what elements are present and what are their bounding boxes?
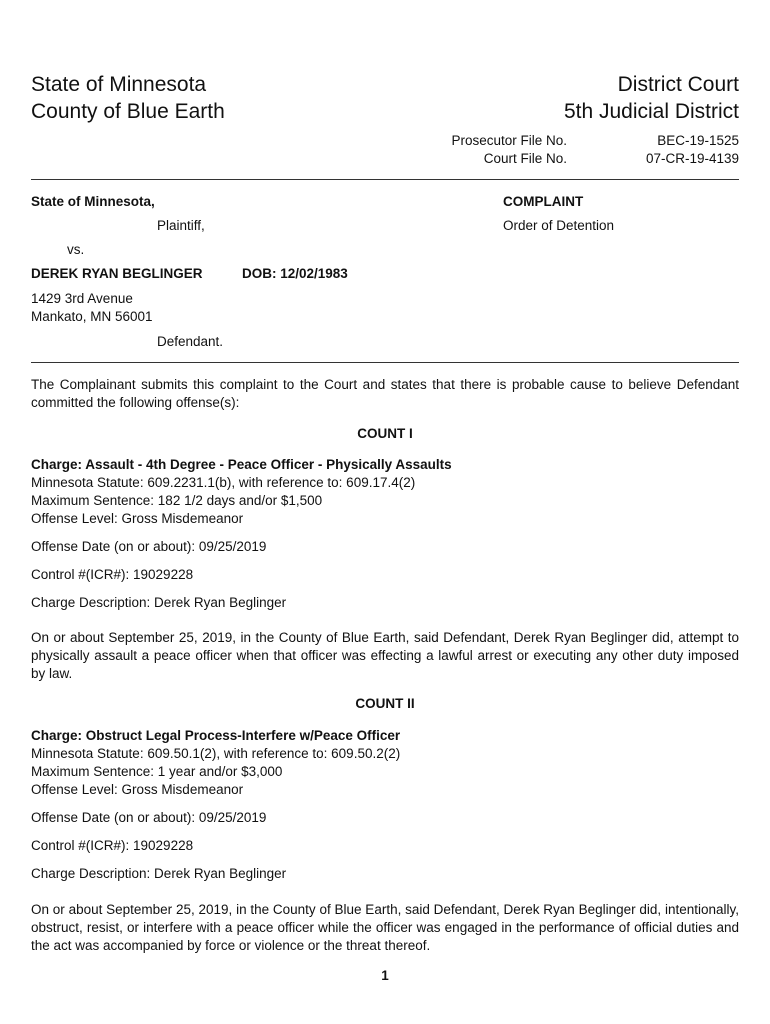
file-values [646, 132, 739, 168]
prosecutor-file-label: Prosecutor File No. [451, 133, 567, 148]
offense-level: Offense Level: Gross Misdemeanor [31, 511, 244, 526]
count-narrative: On or about September 25, 2019, in the County of Blue Earth, said Defendant, Derek Ryan Beglinger did, intentionally, obstruct, resist, or interfere with a peace officer while the officer was engaged in the performance of official duties and the act was accompanied by force or violence or the threat thereof. [31, 902, 739, 953]
defendant-name: DEREK RYAN BEGLINGER [31, 266, 203, 281]
plaintiff-role: Plaintiff, [157, 218, 205, 233]
statute: Minnesota Statute: 609.50.1(2), with reference to: 609.50.2(2) [31, 746, 401, 761]
court-name: District Court [617, 73, 739, 96]
defendant-dob: DOB: 12/02/1983 [242, 266, 348, 281]
count-details [31, 456, 452, 528]
count-narrative: On or about September 25, 2019, in the County of Blue Earth, said Defendant, Derek Ryan Beglinger did, attempt to physically assault a peace officer when that officer was effecting a lawful arrest or executing any other duty imposed by law. [31, 630, 739, 681]
defendant-role: Defendant. [157, 334, 224, 349]
court-file-value: 07-CR-19-4139 [645, 151, 739, 166]
charge-title: Charge: Obstruct Legal Process-Interfere w/Peace Officer [31, 728, 401, 743]
statute: Minnesota Statute: 609.2231.1(b), with reference to: 609.17.4(2) [31, 475, 416, 490]
count-heading: COUNT I [357, 426, 413, 441]
prosecutor-file-value: BEC-19-1525 [657, 133, 739, 148]
offense-date: Offense Date (on or about): 09/25/2019 [31, 539, 267, 554]
header-left [31, 71, 225, 125]
intro-paragraph: The Complainant submits this complaint to the Court and states that there is probable cause to believe Defendant committed the following offense(s): [31, 377, 739, 410]
control-number: Control #(ICR#): 19029228 [31, 567, 194, 582]
header-right [564, 71, 739, 125]
file-labels [451, 132, 567, 168]
address-line-1: 1429 3rd Avenue [31, 291, 133, 306]
control-number: Control #(ICR#): 19029228 [31, 838, 194, 853]
defendant-address [31, 290, 153, 326]
charge-description: Charge Description: Derek Ryan Beglinger [31, 595, 287, 610]
plaintiff-name: State of Minnesota, [31, 194, 155, 209]
page-number: 1 [381, 968, 389, 983]
count-heading: COUNT II [355, 696, 415, 711]
count-details [31, 727, 400, 799]
versus: vs. [67, 242, 85, 257]
state-name: State of Minnesota [31, 73, 207, 96]
header-divider [31, 179, 739, 180]
offense-level: Offense Level: Gross Misdemeanor [31, 782, 244, 797]
document-type: COMPLAINT [503, 194, 584, 209]
offense-date: Offense Date (on or about): 09/25/2019 [31, 810, 267, 825]
court-file-label: Court File No. [483, 151, 567, 166]
address-line-2: Mankato, MN 56001 [31, 309, 153, 324]
charge-description: Charge Description: Derek Ryan Beglinger [31, 866, 287, 881]
county-name: County of Blue Earth [31, 100, 225, 123]
caption-divider [31, 362, 739, 363]
document-subtype: Order of Detention [503, 218, 615, 233]
max-sentence: Maximum Sentence: 182 1/2 days and/or $1,500 [31, 493, 323, 508]
charge-title: Charge: Assault - 4th Degree - Peace Officer - Physically Assaults [31, 457, 452, 472]
district-name: 5th Judicial District [563, 100, 739, 123]
max-sentence: Maximum Sentence: 1 year and/or $3,000 [31, 764, 283, 779]
